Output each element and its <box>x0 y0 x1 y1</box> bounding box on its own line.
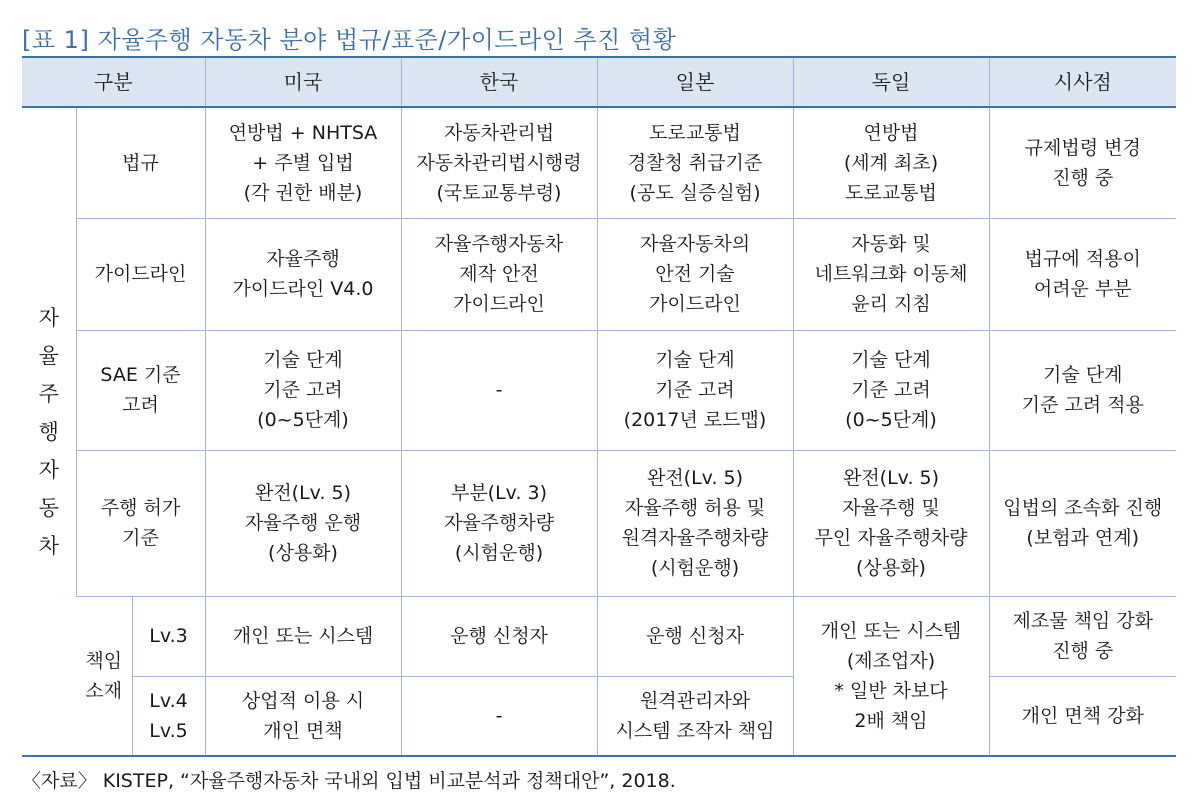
cell-sae-jp <box>597 330 793 450</box>
header-kr: 한국 <box>401 57 597 107</box>
cell-guideline-jp <box>597 218 793 330</box>
cell-sae-kr <box>401 330 597 450</box>
cell-line: * 일반 차보다 <box>834 679 948 702</box>
cell-line: 네트워크화 이동체 <box>814 263 968 285</box>
cell-line: 완전(Lv. 5) <box>842 467 940 489</box>
table-row-permit <box>22 450 1176 596</box>
cell-line: 개인 또는 시스템 <box>820 619 962 642</box>
table-row-liability-lv3 <box>22 596 1176 676</box>
cell-guideline-kr <box>401 218 597 330</box>
cell-line: 운행 신청자 <box>646 625 744 647</box>
cell-line: 운행 신청자 <box>450 625 548 647</box>
cell-line: (공도 실증실험) <box>629 181 761 204</box>
cell-line: 기술 단계 <box>655 349 735 371</box>
regulation-table <box>22 56 1176 757</box>
level-lv45 <box>132 676 205 756</box>
header-implication: 시사점 <box>989 57 1176 107</box>
row-label-law: 법규 <box>76 107 205 218</box>
cell-line: 도로교통법 <box>649 121 741 144</box>
cell-lv45-kr <box>401 676 597 756</box>
cell-line: 무인 자율주행차량 <box>814 527 968 549</box>
cell-line: 자율주행자동차 <box>434 233 564 255</box>
header-de: 독일 <box>793 57 989 107</box>
cell-law-jp <box>597 107 793 218</box>
cell-line: + 주별 입법 <box>252 151 354 174</box>
cell-line: 기준 고려 적용 <box>1021 394 1144 416</box>
cell-law-kr <box>401 107 597 218</box>
header-us: 미국 <box>205 57 401 107</box>
cell-line: 자동차관리법시행령 <box>416 151 582 174</box>
cell-line: 완전(Lv. 5) <box>254 482 352 504</box>
row-label-liability <box>76 596 132 756</box>
cell-permit-jp <box>597 450 793 596</box>
cell-line: (시험운행) <box>650 557 740 579</box>
cell-line: (세계 최초) <box>843 151 939 174</box>
cell-line: Lv.4 <box>149 689 188 712</box>
row-label-guideline: 가이드라인 <box>76 218 205 330</box>
cell-lv3-kr <box>401 596 597 676</box>
cell-line: (각 권한 배분) <box>243 181 363 204</box>
cell-line: 상업적 이용 시 <box>241 689 365 712</box>
cell-lv45-jp <box>597 676 793 756</box>
cell-line: 부분(Lv. 3) <box>450 482 548 504</box>
table-row-guideline <box>22 218 1176 330</box>
cell-line: 자율주행 <box>266 248 340 270</box>
category-cell <box>22 107 76 756</box>
cell-line: 2배 책임 <box>854 709 928 732</box>
cell-line: 법규에 적용이 <box>1024 248 1141 270</box>
cell-line: 기술 단계 <box>851 349 931 371</box>
cell-guideline-implication <box>989 218 1176 330</box>
cell-line: (2017년 로드맵) <box>623 409 767 431</box>
cell-line: 기준 고려 <box>851 379 931 401</box>
cell-line: - <box>495 379 503 401</box>
cell-sae-us <box>205 330 401 450</box>
cell-line: 가이드라인 <box>649 293 741 315</box>
cell-line: 자동차관리법 <box>443 121 555 144</box>
cell-line: 자동화 및 <box>851 233 931 255</box>
cell-line: (0~5단계) <box>257 409 349 431</box>
cell-law-implication <box>989 107 1176 218</box>
cell-line: 개인 면책 강화 <box>1021 704 1144 727</box>
cell-line: (국토교통부령) <box>436 181 562 204</box>
row-label-permit <box>76 450 205 596</box>
cell-line: (상용화) <box>268 542 338 564</box>
cell-permit-implication <box>989 450 1176 596</box>
cell-line: 완전(Lv. 5) <box>646 467 744 489</box>
cell-line: 자율주행차량 <box>443 512 555 534</box>
cell-sae-implication <box>989 330 1176 450</box>
cell-line: 주행 허가 <box>100 497 181 519</box>
cell-permit-us <box>205 450 401 596</box>
header-category: 구분 <box>22 57 205 107</box>
cell-line: 개인 면책 <box>263 719 343 742</box>
cell-lv3-implication <box>989 596 1176 676</box>
cell-line: 어려운 부분 <box>1033 278 1132 300</box>
cell-line: Lv.5 <box>149 719 188 742</box>
cell-line: 윤리 지침 <box>851 293 931 315</box>
cell-line: (제조업자) <box>846 649 936 672</box>
cell-permit-kr <box>401 450 597 596</box>
cell-line: (상용화) <box>856 557 926 579</box>
cell-law-us <box>205 107 401 218</box>
cell-lv45-implication <box>989 676 1176 756</box>
cell-line: 자율주행 및 <box>842 497 940 519</box>
cell-law-de <box>793 107 989 218</box>
cell-line: 원격관리자와 <box>639 689 751 712</box>
cell-line: (보험과 연계) <box>1026 527 1140 549</box>
cell-line: 연방법 <box>863 121 919 144</box>
level-lv3: Lv.3 <box>132 596 205 676</box>
cell-permit-de <box>793 450 989 596</box>
cell-lv3-jp <box>597 596 793 676</box>
cell-line: 제조물 책임 강화 <box>1012 610 1154 632</box>
cell-line: 원격자율주행차량 <box>621 527 769 549</box>
header-row <box>22 57 1176 107</box>
cell-line: 기준 고려 <box>655 379 735 401</box>
cell-line: 기술 단계 <box>1043 364 1123 386</box>
cell-line: 가이드라인 <box>453 293 545 315</box>
cell-line: 규제법령 변경 <box>1024 136 1141 159</box>
cell-line: 진행 중 <box>1052 166 1114 189</box>
cell-lv45-us <box>205 676 401 756</box>
table-title: [표 1] 자율주행 자동차 분야 법규/표준/가이드라인 추진 현황 <box>22 26 677 54</box>
source-note: 〈자료〉 KISTEP, “자율주행자동차 국내외 입법 비교분석과 정책대안”, 2018. <box>22 770 676 792</box>
cell-guideline-de <box>793 218 989 330</box>
cell-liability-de <box>793 596 989 756</box>
table-row-sae <box>22 330 1176 450</box>
table-row-liability-lv45 <box>22 676 1176 756</box>
cell-line: 입법의 조속화 진행 <box>1003 497 1163 519</box>
cell-line: 기술 단계 <box>263 349 343 371</box>
cell-line: 연방법 + NHTSA <box>228 121 378 144</box>
row-label-sae <box>76 330 205 450</box>
cell-line: 진행 중 <box>1052 640 1114 662</box>
cell-line: 안전 기술 <box>655 263 735 285</box>
cell-line: 고려 <box>122 394 159 416</box>
cell-line: 가이드라인 V4.0 <box>232 278 374 300</box>
cell-guideline-us <box>205 218 401 330</box>
cell-line: SAE 기준 <box>100 364 181 386</box>
cell-line: 책임 <box>85 649 123 672</box>
cell-line: 자율자동차의 <box>639 233 751 255</box>
cell-line: 자율주행 허용 및 <box>624 497 766 519</box>
table-row-law <box>22 107 1176 218</box>
cell-line: - <box>495 704 503 727</box>
cell-line: 소재 <box>85 679 123 702</box>
cell-line: (시험운행) <box>454 542 544 564</box>
cell-line: (0~5단계) <box>845 409 937 431</box>
cell-line: 자율주행 운행 <box>244 512 362 534</box>
cell-lv3-us <box>205 596 401 676</box>
cell-sae-de <box>793 330 989 450</box>
cell-line: 개인 또는 시스템 <box>232 625 374 647</box>
cell-line: 제작 안전 <box>459 263 539 285</box>
cell-line: 시스템 조작자 책임 <box>615 719 775 742</box>
category-label: 자율주행자동차 <box>38 305 59 558</box>
header-jp: 일본 <box>597 57 793 107</box>
cell-line: 경찰청 취급기준 <box>627 151 763 174</box>
cell-line: 기준 <box>122 527 159 549</box>
cell-line: 기준 고려 <box>263 379 343 401</box>
cell-line: 도로교통법 <box>845 181 937 204</box>
